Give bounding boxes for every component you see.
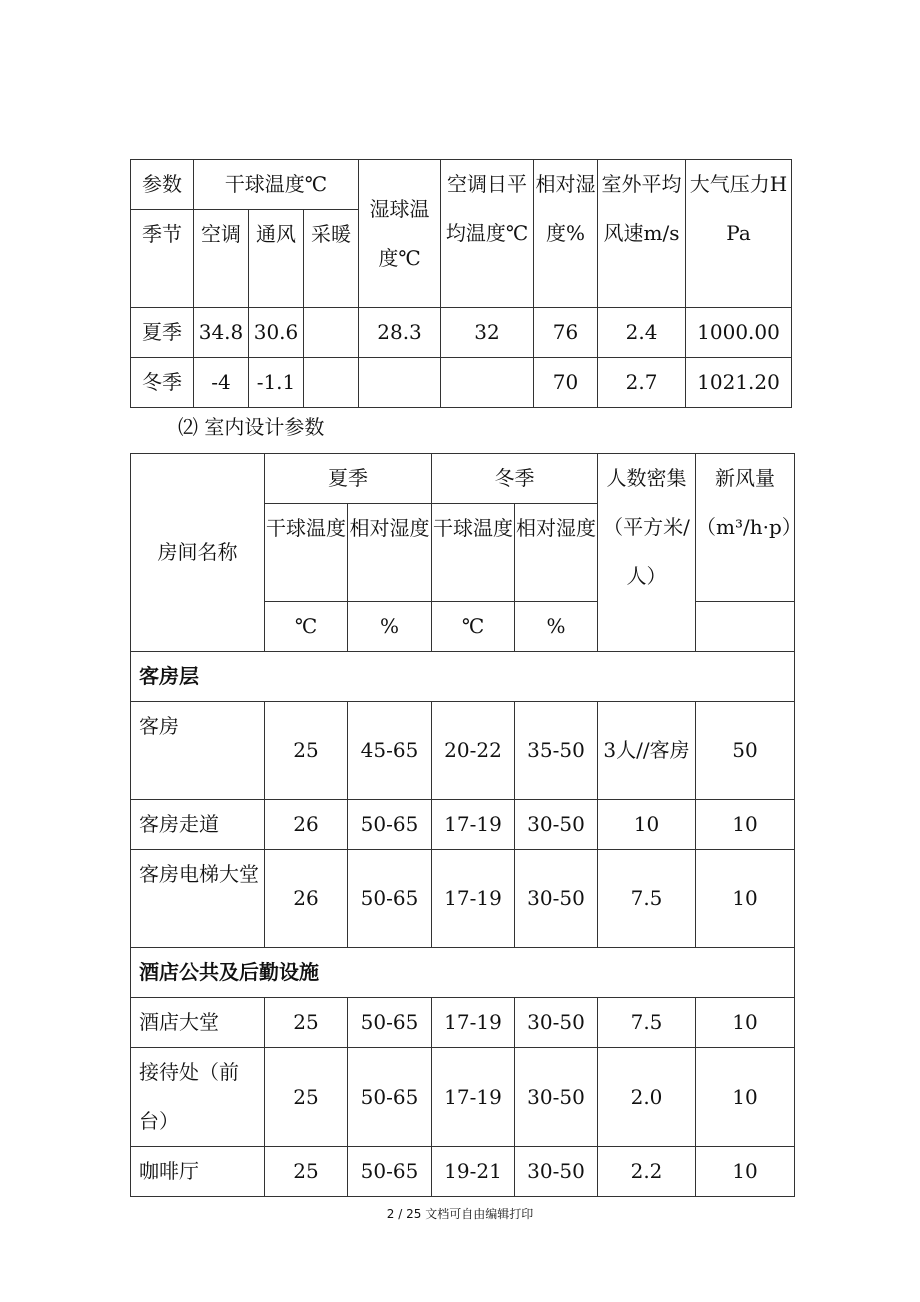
winter-rh-cell: 30-50	[515, 850, 598, 948]
table-row	[131, 358, 792, 408]
winter-rh-cell: 35-50	[515, 702, 598, 800]
indoor-parameters-table	[130, 453, 802, 1197]
header-room-name: 房间名称	[131, 454, 265, 652]
wind-cell: 2.7	[598, 358, 686, 408]
header-wet-bulb: 湿球温度℃	[359, 160, 441, 308]
header-winter: 冬季	[432, 454, 598, 504]
summer-rh-cell: 50-65	[348, 998, 432, 1048]
fresh-air-cell: 50	[696, 702, 795, 800]
summer-rh-cell: 50-65	[348, 800, 432, 850]
unit-winter-percent: %	[515, 602, 598, 652]
ac-avg-cell	[441, 358, 534, 408]
ac-avg-cell: 32	[441, 308, 534, 358]
winter-rh-cell: 30-50	[515, 1147, 598, 1197]
rh-cell: 70	[534, 358, 598, 408]
room-name-cell: 客房	[131, 702, 265, 800]
winter-rh-cell: 30-50	[515, 800, 598, 850]
density-cell: 2.0	[598, 1048, 696, 1147]
density-cell: 7.5	[598, 998, 696, 1048]
summer-temp-cell: 25	[265, 702, 348, 800]
table-row	[131, 1048, 795, 1147]
density-cell: 10	[598, 800, 696, 850]
pressure-cell: 1000.00	[686, 308, 792, 358]
winter-rh-cell: 30-50	[515, 1048, 598, 1147]
winter-temp-cell: 17-19	[432, 998, 515, 1048]
header-winter-rh: 相对湿度	[515, 504, 598, 602]
header-dry-bulb: 干球温度℃	[194, 160, 359, 210]
fresh-air-cell: 10	[696, 998, 795, 1048]
wet-cell	[359, 358, 441, 408]
fresh-air-cell: 10	[696, 1048, 795, 1147]
summer-rh-cell: 50-65	[348, 1147, 432, 1197]
summer-temp-cell: 26	[265, 800, 348, 850]
pressure-cell: 1021.20	[686, 358, 792, 408]
summer-temp-cell: 25	[265, 1147, 348, 1197]
page-footer: 2 / 25 文档可自由编辑打印	[386, 1207, 534, 1221]
room-name-cell: 接待处（前台）	[131, 1048, 265, 1147]
section-title: 酒店公共及后勤设施	[131, 948, 795, 998]
heat-cell	[304, 358, 359, 408]
unit-summer-celsius: ℃	[265, 602, 348, 652]
header-fresh-air: 新风量（m³/h·p）	[696, 454, 795, 602]
winter-temp-cell: 17-19	[432, 850, 515, 948]
winter-temp-cell: 17-19	[432, 1048, 515, 1147]
density-cell: 7.5	[598, 850, 696, 948]
summer-rh-cell: 45-65	[348, 702, 432, 800]
header-season: 季节	[131, 210, 194, 308]
header-winter-dry-bulb: 干球温度	[432, 504, 515, 602]
unit-winter-celsius: ℃	[432, 602, 515, 652]
fresh-air-cell: 10	[696, 800, 795, 850]
unit-summer-percent: %	[348, 602, 432, 652]
ac-cell: -4	[194, 358, 249, 408]
outdoor-parameters-table	[130, 159, 792, 408]
header-summer: 夏季	[265, 454, 432, 504]
section-title: 客房层	[131, 652, 795, 702]
table-row	[131, 850, 795, 948]
summer-temp-cell: 25	[265, 1048, 348, 1147]
season-cell: 冬季	[131, 358, 194, 408]
room-name-cell: 咖啡厅	[131, 1147, 265, 1197]
header-ac-daily-avg: 空调日平均温度℃	[441, 160, 534, 308]
rh-cell: 76	[534, 308, 598, 358]
room-name-cell: 客房电梯大堂	[131, 850, 265, 948]
summer-temp-cell: 26	[265, 850, 348, 948]
header-heat: 采暖	[304, 210, 359, 308]
table-row	[131, 308, 792, 358]
header-pressure: 大气压力HPa	[686, 160, 792, 308]
density-cell: 2.2	[598, 1147, 696, 1197]
header-occupancy-density: 人数密集（平方米/人）	[598, 454, 696, 652]
summer-rh-cell: 50-65	[348, 1048, 432, 1147]
table-row	[131, 998, 795, 1048]
room-name-cell: 酒店大堂	[131, 998, 265, 1048]
header-relative-humidity: 相对湿度%	[534, 160, 598, 308]
winter-rh-cell: 30-50	[515, 998, 598, 1048]
room-name-cell: 客房走道	[131, 800, 265, 850]
summer-temp-cell: 25	[265, 998, 348, 1048]
unit-fresh-air-empty	[696, 602, 795, 652]
table-row	[131, 702, 795, 800]
header-summer-rh: 相对湿度	[348, 504, 432, 602]
header-vent: 通风	[249, 210, 304, 308]
ac-cell: 34.8	[194, 308, 249, 358]
fresh-air-cell: 10	[696, 1147, 795, 1197]
wet-cell: 28.3	[359, 308, 441, 358]
fresh-air-cell: 10	[696, 850, 795, 948]
table-row	[131, 800, 795, 850]
header-param: 参数	[131, 160, 194, 210]
season-cell: 夏季	[131, 308, 194, 358]
header-summer-dry-bulb: 干球温度	[265, 504, 348, 602]
winter-temp-cell: 19-21	[432, 1147, 515, 1197]
header-wind-speed: 室外平均风速m/s	[598, 160, 686, 308]
density-cell: 3人//客房	[598, 702, 696, 800]
header-ac: 空调	[194, 210, 249, 308]
section-caption: ⑵ 室内设计参数	[178, 415, 325, 439]
winter-temp-cell: 20-22	[432, 702, 515, 800]
vent-cell: -1.1	[249, 358, 304, 408]
wind-cell: 2.4	[598, 308, 686, 358]
table-row	[131, 1147, 795, 1197]
vent-cell: 30.6	[249, 308, 304, 358]
summer-rh-cell: 50-65	[348, 850, 432, 948]
winter-temp-cell: 17-19	[432, 800, 515, 850]
heat-cell	[304, 308, 359, 358]
